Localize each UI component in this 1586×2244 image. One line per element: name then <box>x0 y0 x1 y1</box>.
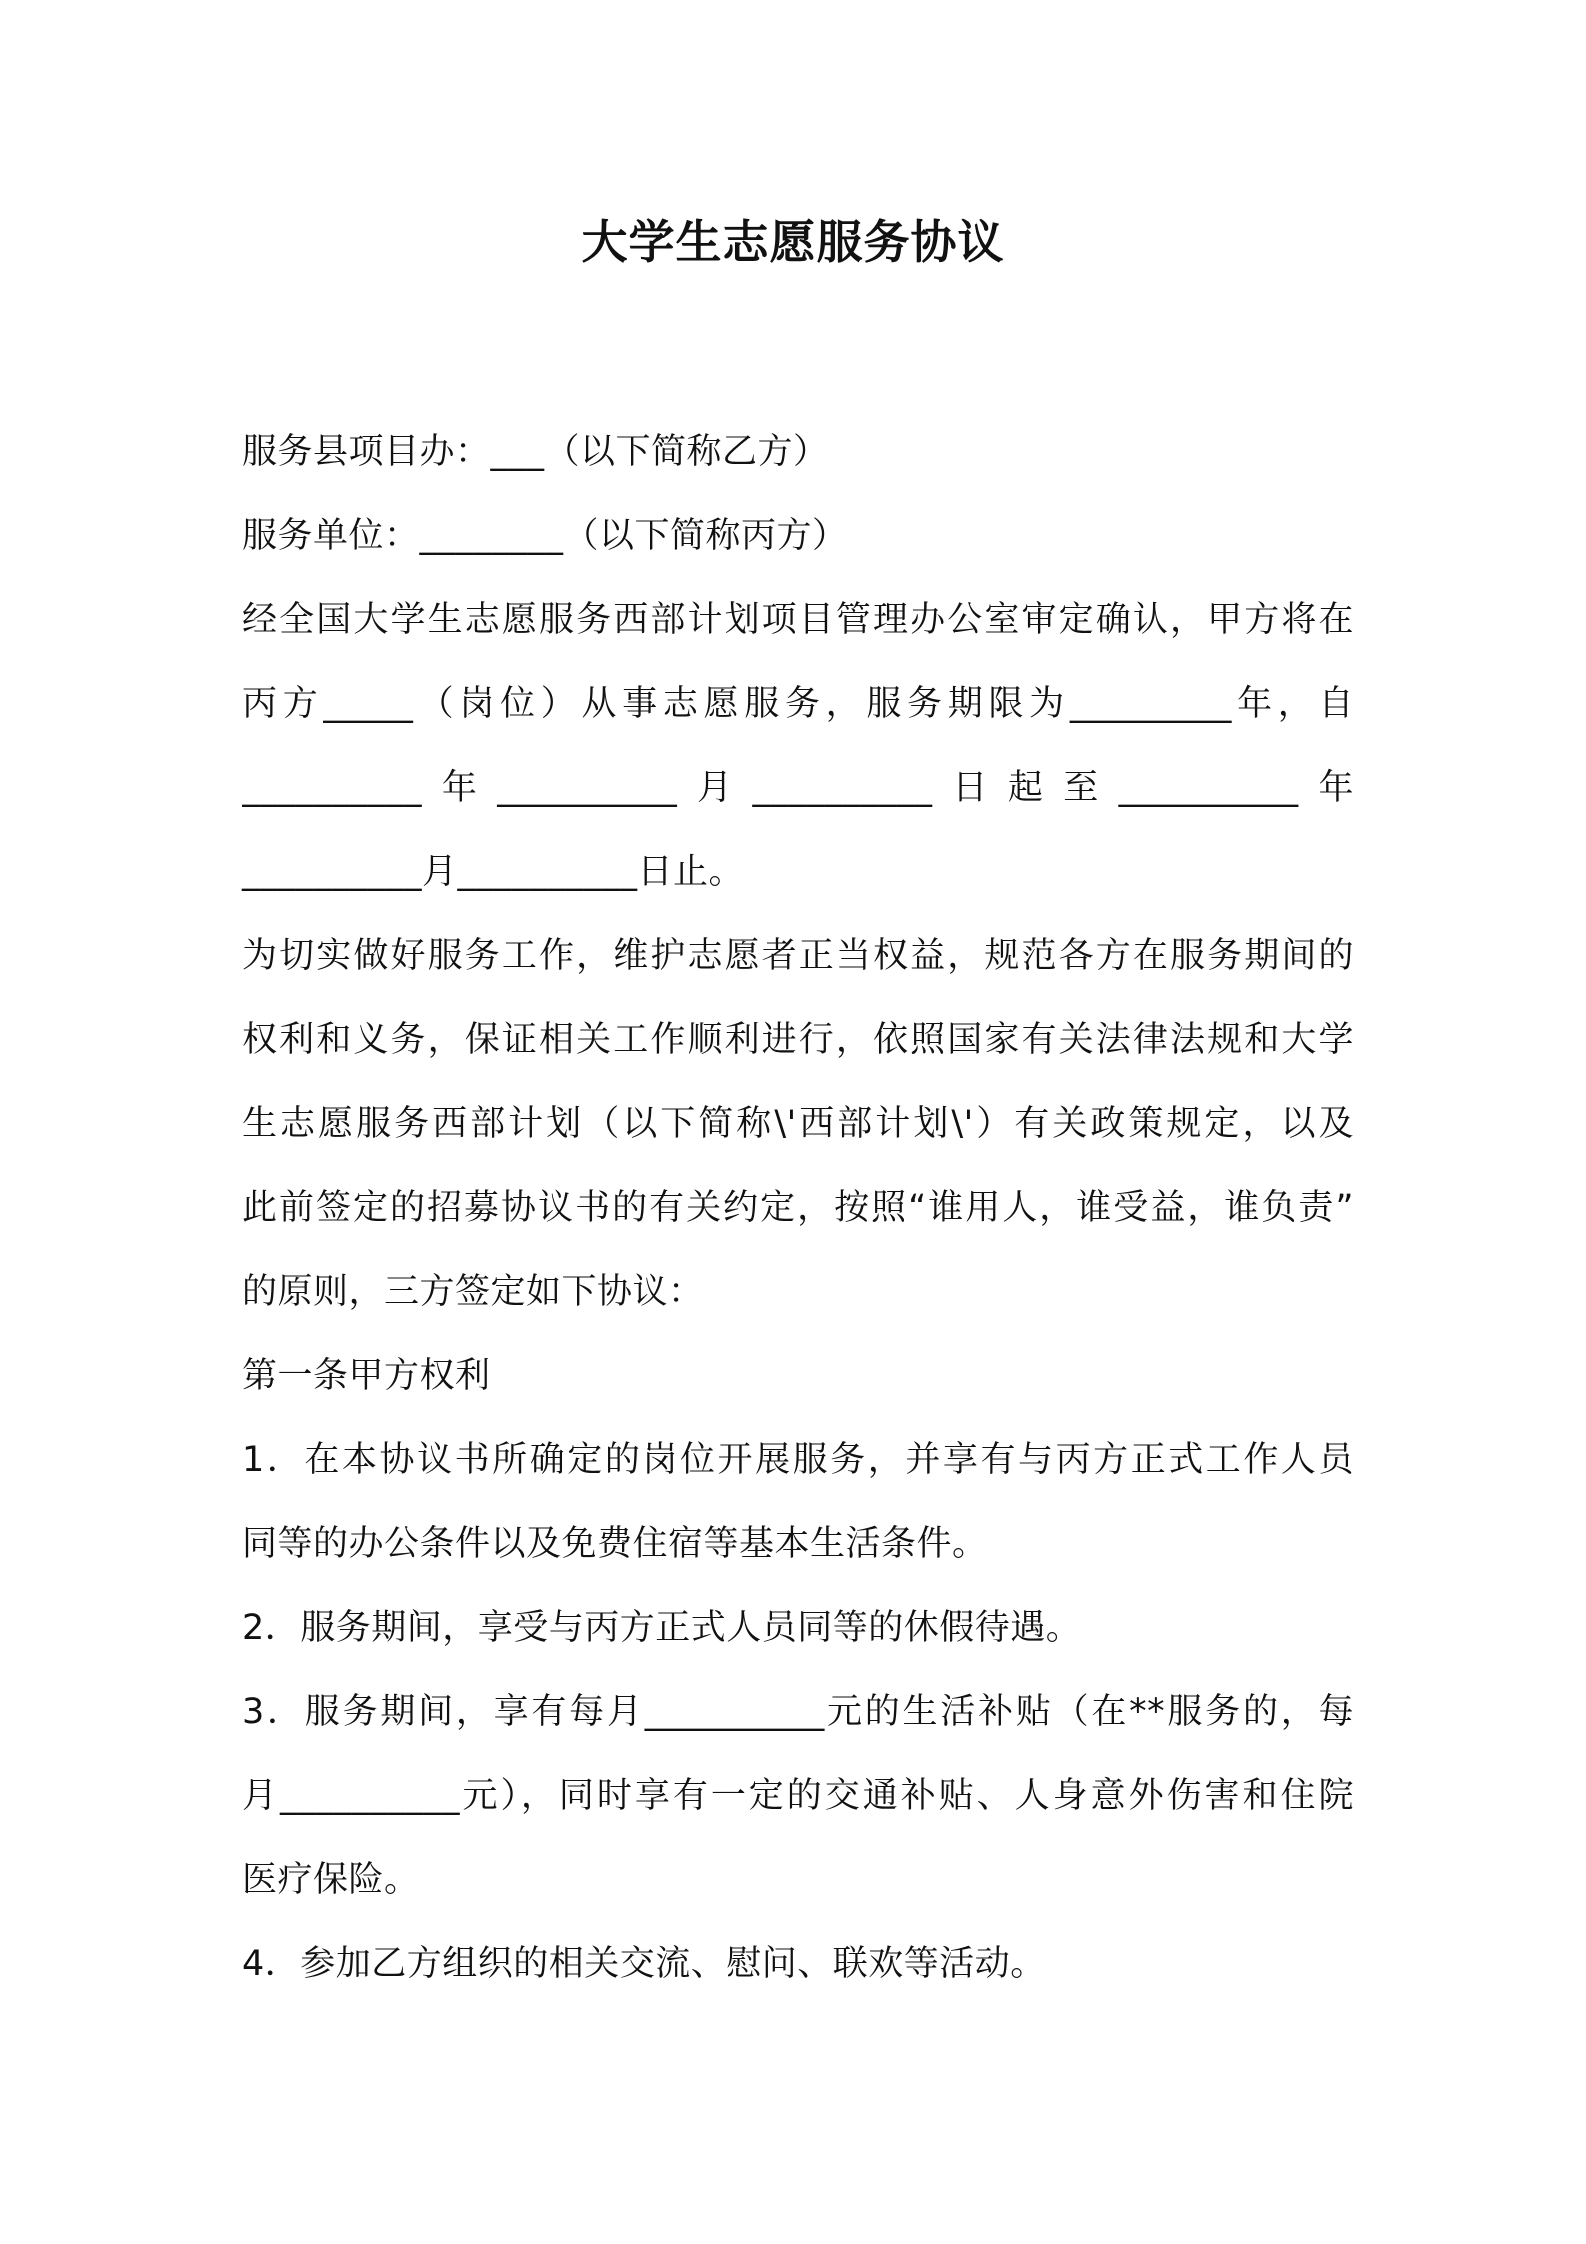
text-line: 此前签定的招募协议书的有关约定，按照“谁用人，谁受益，谁负责” <box>242 1188 1354 1228</box>
text-line: 丙方_____（岗位）从事志愿服务，服务期限为_________年，自 <box>242 684 1354 724</box>
text-line: 权利和义务，保证相关工作顺利进行，依照国家有关法律法规和大学 <box>242 1020 1354 1060</box>
text-line: 生志愿服务西部计划（以下简称\'西部计划\'）有关政策规定，以及 <box>242 1104 1354 1144</box>
text-line: __________年__________月__________日起至__________年 <box>242 768 1354 808</box>
section-heading: 第一条甲方权利 <box>242 1356 491 1396</box>
text-line: __________月__________日止。 <box>242 852 745 892</box>
document-title: 大学生志愿服务协议 <box>581 215 1005 269</box>
text-line-service-unit: 服务单位：________（以下简称丙方） <box>242 516 848 556</box>
list-item: 1．在本协议书所确定的岗位开展服务，并享有与丙方正式工作人员 <box>242 1440 1354 1480</box>
list-item: 3．服务期间，享有每月__________元的生活补贴（在**服务的，每 <box>242 1692 1354 1732</box>
list-item: 4．参加乙方组织的相关交流、慰问、联欢等活动。 <box>242 1944 1046 1984</box>
text-line: 经全国大学生志愿服务西部计划项目管理办公室审定确认，甲方将在 <box>242 600 1354 640</box>
text-line: 月__________元），同时享有一定的交通补贴、人身意外伤害和住院 <box>242 1776 1354 1816</box>
text-line: 同等的办公条件以及免费住宿等基本生活条件。 <box>242 1524 988 1564</box>
document-body <box>242 410 1354 2006</box>
text-line: 医疗保险。 <box>242 1860 420 1900</box>
text-line: 的原则，三方签定如下协议： <box>242 1272 704 1312</box>
list-item: 2．服务期间，享受与丙方正式人员同等的休假待遇。 <box>242 1608 1082 1648</box>
text-line-county-office: 服务县项目办：___（以下简称乙方） <box>242 432 829 472</box>
text-line: 为切实做好服务工作，维护志愿者正当权益，规范各方在服务期间的 <box>242 936 1354 976</box>
